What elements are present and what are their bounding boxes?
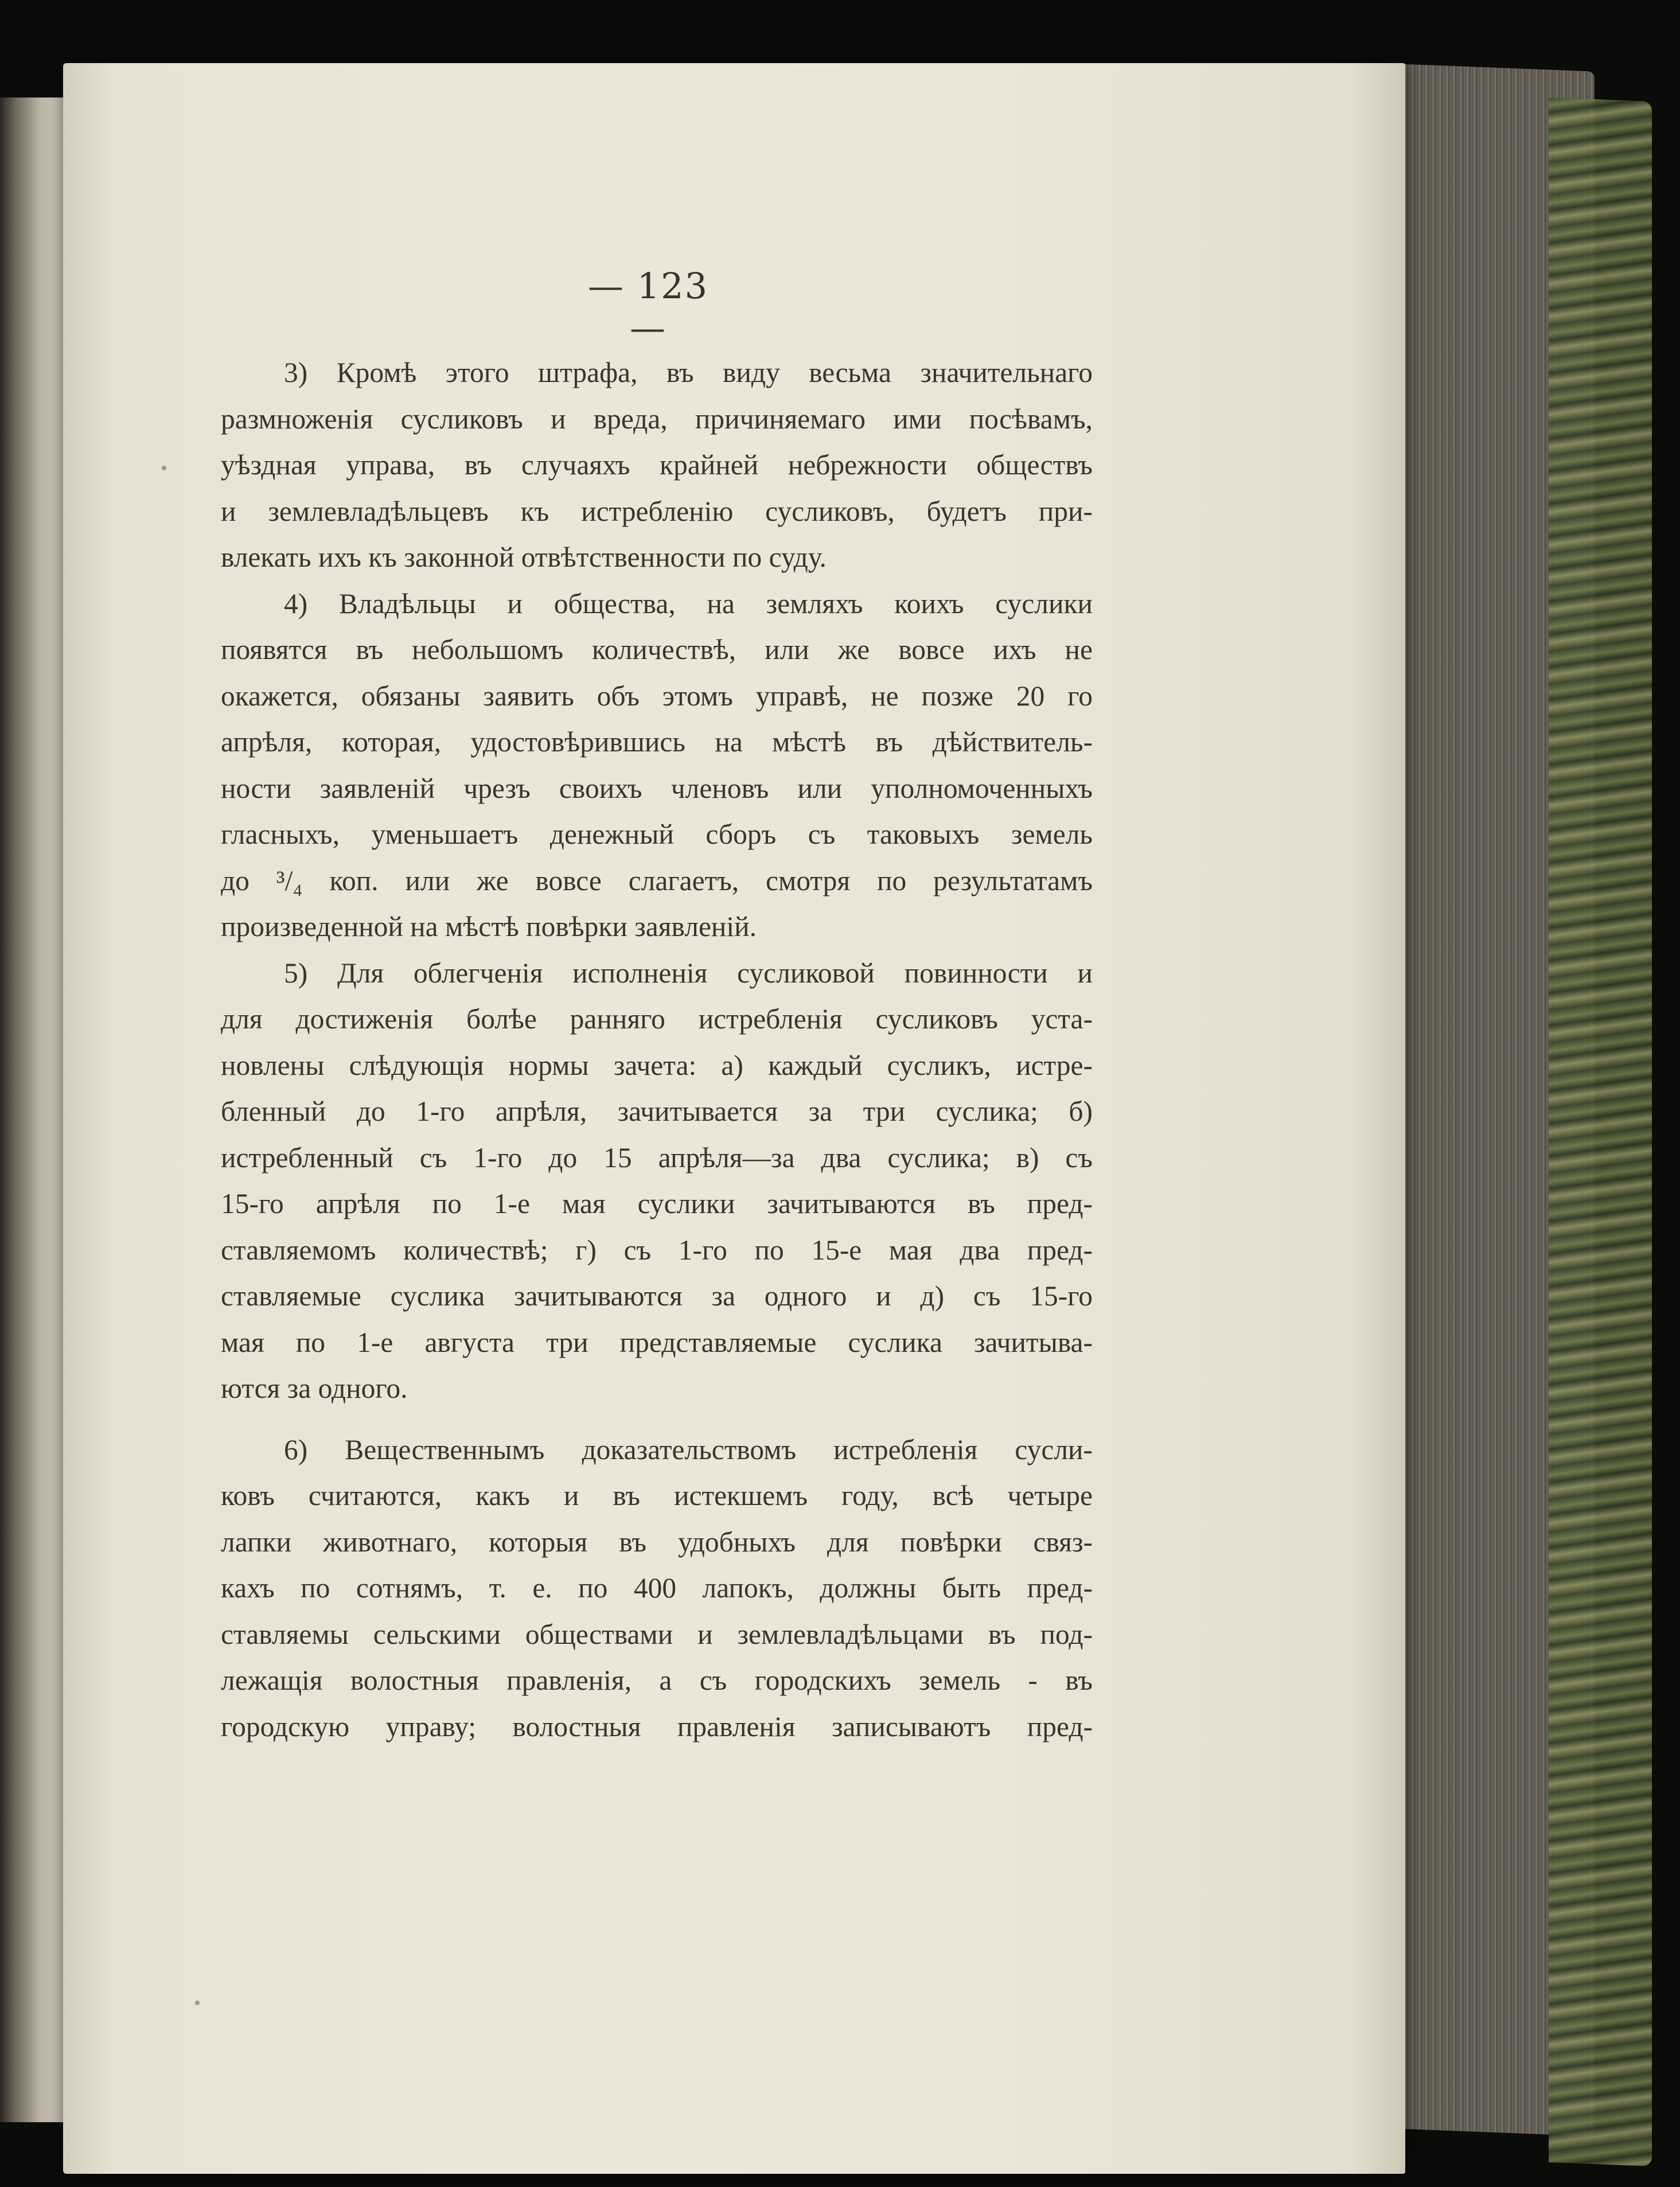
text-line: гласныхъ, уменьшаетъ денежный сборъ съ таковыхъ земель (221, 818, 1093, 850)
text-line: 6) Вещественнымъ доказательствомъ истребленія сусли- (284, 1433, 1093, 1465)
paragraph (221, 350, 1093, 581)
paper-speck (1543, 688, 1548, 693)
marbled-cover-edge (1549, 98, 1652, 2166)
paragraph-gap (221, 1412, 1093, 1427)
text-line: размноженія сусликовъ и вреда, причиняемаго ими посѣвамъ, (221, 403, 1093, 435)
paper-speck (195, 2001, 200, 2005)
text-line: ставляемомъ количествѣ; г) съ 1-го по 15-е мая два пред- (221, 1234, 1093, 1266)
text-line: уѣздная управа, въ случаяхъ крайней небрежности обществъ (221, 449, 1093, 481)
text-line: ются за одного. (221, 1373, 408, 1404)
paragraph (221, 950, 1093, 1412)
text-line: городскую управу; волостныя правленія записываютъ пред- (221, 1710, 1093, 1742)
paragraph (221, 1427, 1093, 1751)
text-line: ставляемые суслика зачитываются за одного и д) съ 15-го (221, 1280, 1093, 1312)
text-line: апрѣля, которая, удостовѣрившись на мѣстѣ въ дѣйствитель- (221, 726, 1093, 758)
text-line: новлены слѣдующія нормы зачета: а) каждый сусликъ, истре- (221, 1049, 1093, 1081)
page-text (221, 350, 1093, 1750)
text-line: до ³/₄ коп. или же вовсе слагаетъ, смотря по результатамъ (221, 864, 1093, 896)
text-line: ности заявленій чрезъ своихъ членовъ или уполномоченныхъ (221, 772, 1093, 804)
paper-speck (162, 466, 166, 470)
text-line: мая по 1-е августа три представляемые суслика зачитыва- (221, 1326, 1093, 1358)
text-line: окажется, обязаны заявить объ этомъ управѣ, не позже 20 го (221, 680, 1093, 712)
text-line: появятся въ небольшомъ количествѣ, или же вовсе ихъ не (221, 634, 1093, 665)
text-line: произведенной на мѣстѣ повѣрки заявленій. (221, 911, 757, 942)
text-line: 5) Для облегченія исполненія сусликовой повинности и (284, 957, 1093, 989)
text-line: для достиженія болѣе ранняго истребленія сусликовъ уста- (221, 1003, 1093, 1035)
text-line: бленный до 1-го апрѣля, зачитывается за три суслика; б) (221, 1096, 1093, 1127)
text-line: лежащія волостныя правленія, а съ городскихъ земель - въ (221, 1664, 1093, 1696)
text-line: лапки животнаго, которыя въ удобныхъ для повѣрки связ- (221, 1526, 1093, 1558)
text-line: и землевладѣльцевъ къ истребленію сусликовъ, будетъ при- (221, 495, 1093, 527)
text-line: 4) Владѣльцы и общества, на земляхъ коихъ суслики (284, 587, 1093, 619)
text-line: кахъ по сотнямъ, т. е. по 400 лапокъ, должны быть пред- (221, 1572, 1093, 1604)
paragraph (221, 581, 1093, 950)
text-line: 3) Кромѣ этого штрафа, въ виду весьма значительнаго (284, 357, 1093, 388)
text-line: влекать ихъ къ законной отвѣтственности по суду. (221, 541, 827, 573)
text-line: ковъ считаются, какъ и въ истекшемъ году, всѣ четыре (221, 1480, 1093, 1511)
text-line: 15-го апрѣля по 1-е мая суслики зачитываются въ пред- (221, 1188, 1093, 1219)
text-line: ставляемы сельскими обществами и землевладѣльцами въ под- (221, 1618, 1093, 1650)
page-number: — 123 — (587, 265, 709, 349)
text-line: истребленный съ 1-го до 15 апрѣля—за два суслика; в) съ (221, 1141, 1093, 1174)
